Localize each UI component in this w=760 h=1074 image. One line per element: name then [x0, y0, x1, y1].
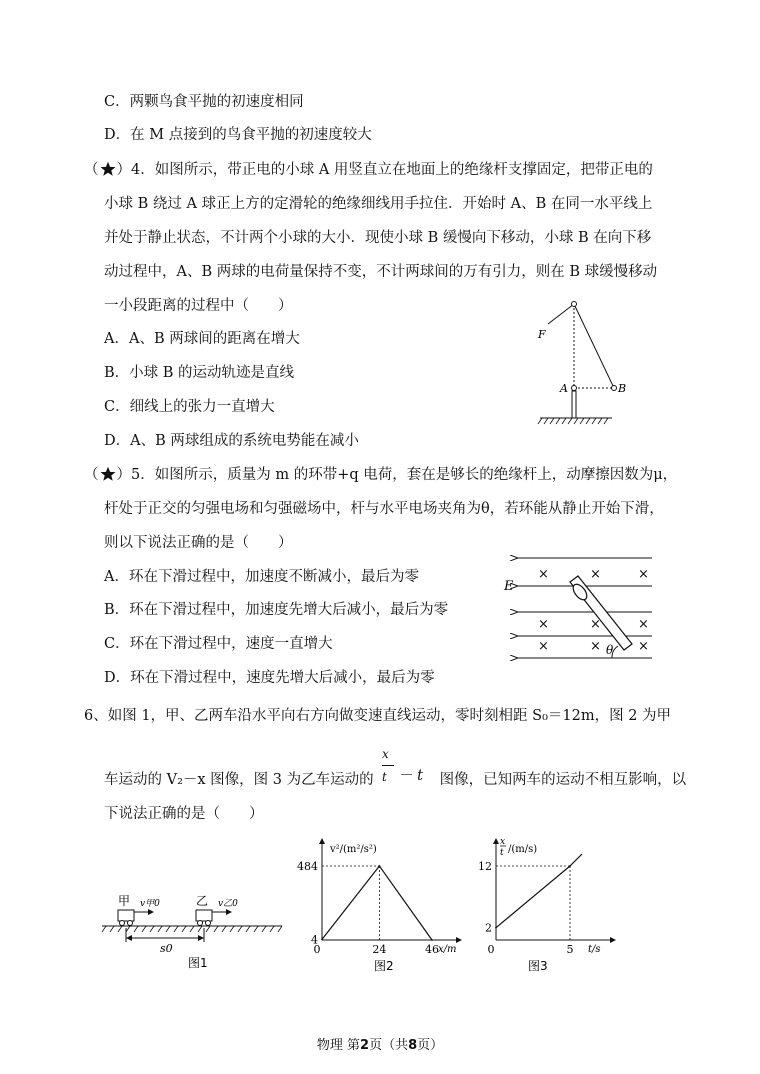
- q3-option-c: C．两颗鸟食平抛的初速度相同: [104, 94, 304, 110]
- q4-line2: 小球 B 绕过 A 球正上方的定滑轮的绝缘细线用手拉住．开始时 A、B 在同一水平线上: [104, 196, 653, 212]
- q4-pulley-figure: [530, 296, 630, 436]
- y-axis-label: v²/(m²/s²): [330, 844, 377, 855]
- y-label-den: t: [500, 848, 504, 858]
- ball-a-label: A: [560, 382, 568, 395]
- star-icon: [100, 161, 116, 177]
- e-field-label: E: [504, 579, 514, 594]
- q3-option-d: D．在 M 点接到的鸟食平抛的初速度较大: [104, 127, 372, 143]
- q6-line3: 下说法正确的是（ ）: [104, 806, 264, 822]
- force-label: F: [538, 328, 546, 341]
- q5-option-b: B．环在下滑过程中，加速度先增大后减小，最后为零: [104, 602, 449, 618]
- magnetic-cross: ×: [638, 639, 649, 654]
- series-line: [496, 866, 570, 928]
- q5-option-c: C．环在下滑过程中，速度一直增大: [104, 636, 333, 652]
- data-point: [431, 939, 433, 941]
- car-yi-label: 乙: [196, 894, 209, 908]
- q4-option-d: D．A、B 两球组成的系统电势能在减小: [104, 433, 359, 449]
- magnetic-cross: ×: [538, 567, 549, 582]
- q5-option-a: A．环在下滑过程中，加速度不断减小，最后为零: [104, 569, 419, 585]
- car-jia-label: 甲: [118, 894, 131, 908]
- q4-option-c: C．细线上的张力一直增大: [104, 399, 275, 415]
- q4-option-b: B．小球 B 的运动轨迹是直线: [104, 365, 295, 381]
- s0-label: s0: [160, 942, 173, 955]
- q4-line1: （ ）4．如图所示，带正电的小球 A 用竖直立在地面上的绝缘杆支撑固定，把带正电的: [84, 162, 653, 178]
- q6-figure-1: [100, 860, 290, 970]
- data-point: [321, 938, 323, 940]
- figure-2-caption: 图2: [374, 959, 394, 972]
- magnetic-cross: ×: [590, 617, 601, 632]
- y-tick-label: 2: [485, 921, 492, 935]
- magnetic-cross: ×: [638, 567, 649, 582]
- theta-label: θ: [606, 643, 614, 657]
- star-icon: [100, 466, 116, 482]
- data-point: [378, 865, 380, 867]
- y-tick-label: 12: [478, 860, 492, 873]
- y-label-num: x: [500, 837, 506, 847]
- data-point: [495, 927, 497, 929]
- q5-option-d: D．环在下滑过程中，速度先增大后减小，最后为零: [104, 670, 435, 686]
- x-tick-label: 0: [313, 943, 321, 956]
- q6-inline-minus-t: － t: [398, 768, 423, 784]
- v-yi-label: v乙0: [218, 899, 238, 909]
- y-label-unit: /(m/s): [508, 844, 538, 855]
- q4-line4: 动过程中，A、B 两球的电荷量保持不变，不计两球间的万有引力，则在 B 球缓慢移动: [104, 264, 658, 280]
- magnetic-cross: ×: [590, 567, 601, 582]
- magnetic-cross: ×: [638, 617, 649, 632]
- x-axis-label: x/m: [438, 944, 457, 955]
- q6-line2: 车运动的 V₂－x 图像，图 3 为乙车运动的 图像，已知两车的运动不相互影响，以: [104, 772, 687, 788]
- magnetic-cross: ×: [538, 617, 549, 632]
- figure-1-caption: 图1: [188, 956, 208, 970]
- magnetic-cross: ×: [538, 639, 549, 654]
- x-tick-label: 5: [566, 943, 574, 956]
- x-tick-label: 24: [372, 943, 387, 956]
- car-jia: [118, 910, 134, 921]
- q6-inline-fraction: x t: [382, 748, 394, 783]
- q6-figure-2-chart: [296, 836, 466, 972]
- q6-line1: 6、如图 1，甲、乙两车沿水平向右方向做变速直线运动，零时刻相距 S₀＝12m，图 2 为甲: [84, 708, 672, 724]
- x-axis-label: t/s: [588, 944, 601, 955]
- y-tick-label: 4: [311, 933, 318, 947]
- q5-line3: 则以下说法正确的是（ ）: [104, 535, 293, 551]
- ball-b-label: B: [618, 382, 627, 395]
- x-tick-label: 0: [487, 943, 495, 956]
- page-footer: 物理 第2页（共8页）: [316, 1038, 444, 1053]
- magnetic-cross: ×: [590, 639, 601, 654]
- q5-line1: （ ）5．如图所示，质量为 m 的环带+q 电荷，套在是够长的绝缘杆上，动摩擦因数为μ，: [84, 467, 678, 483]
- figure-3-caption: 图3: [528, 959, 548, 972]
- q4-option-a: A．A、B 两球间的距离在增大: [104, 331, 300, 347]
- x-tick-label: 46: [425, 943, 439, 956]
- car-yi: [196, 910, 212, 921]
- series-line: [322, 866, 432, 940]
- q4-line5: 一小段距离的过程中（ ）: [104, 298, 293, 314]
- q5-field-figure: [500, 548, 660, 666]
- q5-line2: 杆处于正交的匀强电场和匀强磁场中，杆与水平电场夹角为θ，若环能从静止开始下滑，: [104, 501, 664, 517]
- q4-line3: 并处于静止状态，不计两个小球的大小．现使小球 B 缓慢向下移动，小球 B 在向下移: [104, 230, 652, 246]
- v-jia-label: v甲0: [140, 899, 160, 909]
- series-line-extension: [570, 854, 582, 866]
- q6-figure-3-chart: [470, 836, 620, 972]
- y-tick-label: 484: [297, 860, 318, 873]
